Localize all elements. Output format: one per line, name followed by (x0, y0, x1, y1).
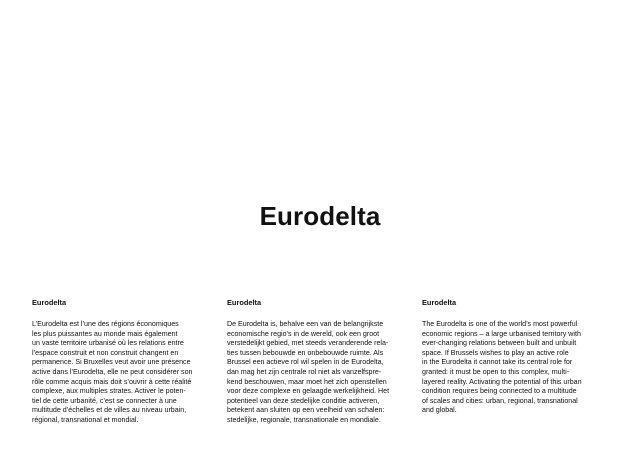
body-text-line: un vaste territoire urbanisé où les relations entre (32, 339, 184, 348)
body-text-line: L’Eurodelta est l’une des régions économiques (32, 320, 179, 328)
body-text-line: economic regions – a large urbanised territory with (422, 329, 581, 338)
body-text-line: tiel de cette urbanité, c’est se connecter à une (32, 396, 177, 405)
body-text-line: ties tussen bebouwde en onbebouwde ruimte. Als (227, 348, 384, 357)
body-text-line: régional, transnational et mondial. (32, 415, 139, 424)
body-text-line: space. If Brussels wishes to play an active role (422, 348, 569, 357)
body-text-line: of scales and cities: urban, regional, transnational (422, 396, 578, 405)
body-text-line: les plus puissantes au monde mais également (32, 329, 178, 338)
body-text-line: stedelijke, regionale, transnationale en mondiale. (227, 415, 381, 424)
body-text-line: verstedelijkt gebied, met steeds veranderende rela- (227, 339, 389, 348)
body-text-line: and global. (422, 406, 457, 415)
column-body-french (32, 320, 222, 426)
body-text-line: complexe, aux multiples strates. Activer le poten- (32, 387, 186, 396)
body-text-line: kend beschouwen, maar moet het zich openstellen (227, 377, 387, 386)
page-title: Eurodelta (259, 201, 381, 231)
body-text-line: voor deze complexe en gelaagde werkelijkheid. Het (227, 387, 390, 396)
body-text-line: betekent aan sluiten op een veelheid van schalen: (227, 406, 385, 415)
body-text-line: granted: it must be open to this complex, multi- (422, 367, 570, 376)
body-text-line: Brussel een actieve rol wil spelen in de Eurodelta, (227, 358, 384, 367)
column-french (32, 297, 222, 426)
body-text-line: l’espace construit et non construit changent en (32, 348, 179, 357)
column-heading-dutch: Eurodelta (227, 298, 262, 307)
column-body-dutch (227, 320, 417, 426)
body-text-line: De Eurodelta is, behalve een van de belangrijkste (227, 320, 384, 328)
column-dutch (227, 297, 417, 426)
column-heading-french: Eurodelta (32, 298, 67, 307)
body-text-line: The Eurodelta is one of the world’s most powerful (422, 320, 578, 328)
body-text-line: potentieel van deze stedelijke conditie activeren, (227, 396, 380, 405)
body-text-line: ever-changing relations between built and unbuilt (422, 339, 577, 348)
body-text-line: in the Eurodelta it cannot take its central role for (422, 358, 573, 367)
body-text-line: condition requires being connected to a multitude (422, 387, 577, 396)
body-text-line: layered reality. Activating the potential of this urban (422, 377, 582, 386)
body-text-line: permanence. Si Bruxelles veut avoir une présence (32, 358, 191, 367)
body-text-line: economische regio’s in de wereld, ook een groot (227, 329, 380, 338)
body-text-line: dan mag het zijn centrale rol niet als vanzelfspre- (227, 367, 382, 376)
body-text-line: rôle comme acquis mais doit s’ouvrir à cette réalité (32, 377, 192, 386)
column-english (422, 297, 612, 416)
column-heading-english: Eurodelta (422, 298, 457, 307)
body-text-line: multitude d’échelles et de villes au niveau urbain, (32, 406, 187, 415)
body-text-line: active dans l’Eurodelta, elle ne peut considérer son (32, 367, 193, 376)
column-body-english (422, 320, 612, 416)
